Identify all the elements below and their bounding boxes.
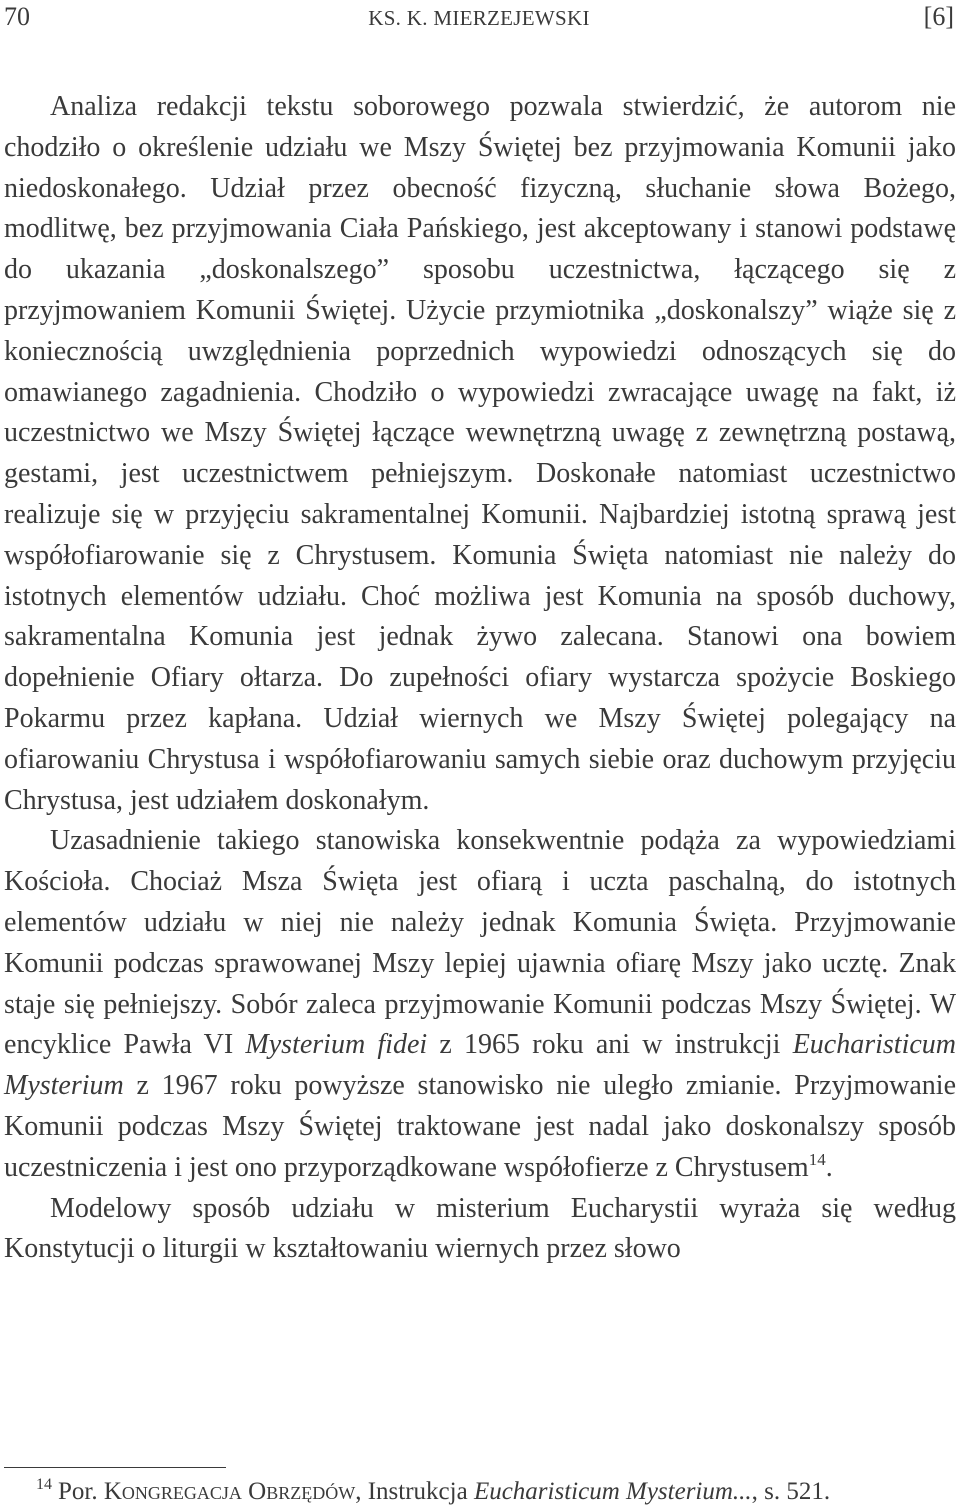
title-mysterium-fidei: Mysterium fidei [245, 1029, 428, 1061]
paragraph-2-text-start: Uzasadnienie takiego stanowiska konsekwentnie podąża za wypowiedziami Kościoła. Chociaż Msza Święta jest ofiarą i uczta paschalną, do istotnych elementów udziału w niej nie należy jednak Komunia Święta. Przyjmowanie Komunii podczas sprawowanej Mszy lepiej ujawnia ofiarę Mszy jako ucztę. Znak staje się pełniejszy. Sobór zaleca przyjmowanie Komunii podczas Mszy Świętej. W encyklice Pawła VI [4, 825, 956, 1061]
footnote-author: Kongregacja Obrzędów [103, 1478, 356, 1505]
section-number: [6] [923, 2, 954, 31]
page-header [4, 2, 954, 34]
paragraph-2 [4, 821, 956, 1188]
title-eucharisticum-mysterium: Eucharisticum Mysterium [4, 1029, 957, 1102]
running-title: KS. K. MIERZEJEWSKI [368, 6, 590, 30]
page-number: 70 [4, 2, 30, 31]
footnote-14: $^{14}$ Por. Kongregacja Obrzędów, Instrukcja Eucharisticum Mysterium..., s. 521. [36, 1476, 831, 1505]
paragraph-2-period: . [825, 1151, 833, 1183]
footnote-por: Por. [58, 1478, 98, 1505]
footnote-reference: 14 [808, 1149, 826, 1169]
paragraph-1 [4, 87, 956, 821]
paragraph-3-text: Modelowy sposób udziału w misterium Eucharystii wyraża się według Konstytucji o liturgii w kształtowaniu wiernych przez słowo [4, 1192, 956, 1265]
footnote-title-prefix: Instrukcja [367, 1478, 468, 1505]
paragraph-2-text-mid: z 1965 roku ani w instrukcji [439, 1029, 781, 1061]
paragraph-3 [4, 1189, 956, 1271]
footnote-title: Eucharisticum Mysterium... [473, 1478, 752, 1505]
footnote-separator [4, 1467, 226, 1468]
footnote-number: 14 [36, 1476, 52, 1493]
main-text [4, 87, 956, 1270]
paragraph-1-text: Analiza redakcji tekstu soborowego pozwala stwierdzić, że autorom nie chodziło o określenie udziału we Mszy Świętej bez przyjmowania Komunii jako niedoskonałego. Udział przez obecność fizyczną, słuchanie słowa Bożego, modlitwę, bez przyjmowania Ciała Pańskiego, jest akceptowany i stanowi podstawę do ukazania „doskonalszego” sposobu uczestnictwa, łączącego się z przyjmowaniem Komunii Świętej. Użycie przymiotnika „doskonalszy” wiąże się z koniecznością uwzględnienia poprzednich wypowiedzi odnoszących się do omawianego zagadnienia. Chodziło o wypowiedzi zwracające uwagę na fakt, iż uczestnictwo we Mszy Świętej łączące wewnętrzną uwagę z zewnętrzną postawą, gestami, jest uczestnictwem pełniejszym. Doskonałe natomiast uczestnictwo realizuje się w przyjęciu sakramentalnej Komunii. Najbardziej istotną sprawą jest współofiarowanie się z Chrystusem. Komunia Święta natomiast nie należy do istotnych elementów udziału. Choć możliwa jest Komunia na sposób duchowy, sakramentalna Komunia jest jednak żywo zalecana. Stanowi ona bowiem dopełnienie Ofiary ołtarza. Do zupełności ofiary wystarcza spożycie Boskiego Pokarmu przez kapłana. Udział wiernych we Mszy Świętej polegający na ofiarowaniu Chrystusa i współofiarowaniu samych siebie oraz duchowym przyjęciu Chrystusa, jest udziałem doskonałym. [4, 91, 956, 816]
paragraph-2-text-end: z 1967 roku powyższe stanowisko nie uległo zmianie. Przyjmowanie Komunii podczas Mszy Świętej traktowane jest nadal jako doskonalszy sposób uczestniczenia i jest ono przyporządkowane współofierze z Chrystusem [4, 1070, 956, 1183]
footnote-page: s. 521. [764, 1478, 831, 1505]
